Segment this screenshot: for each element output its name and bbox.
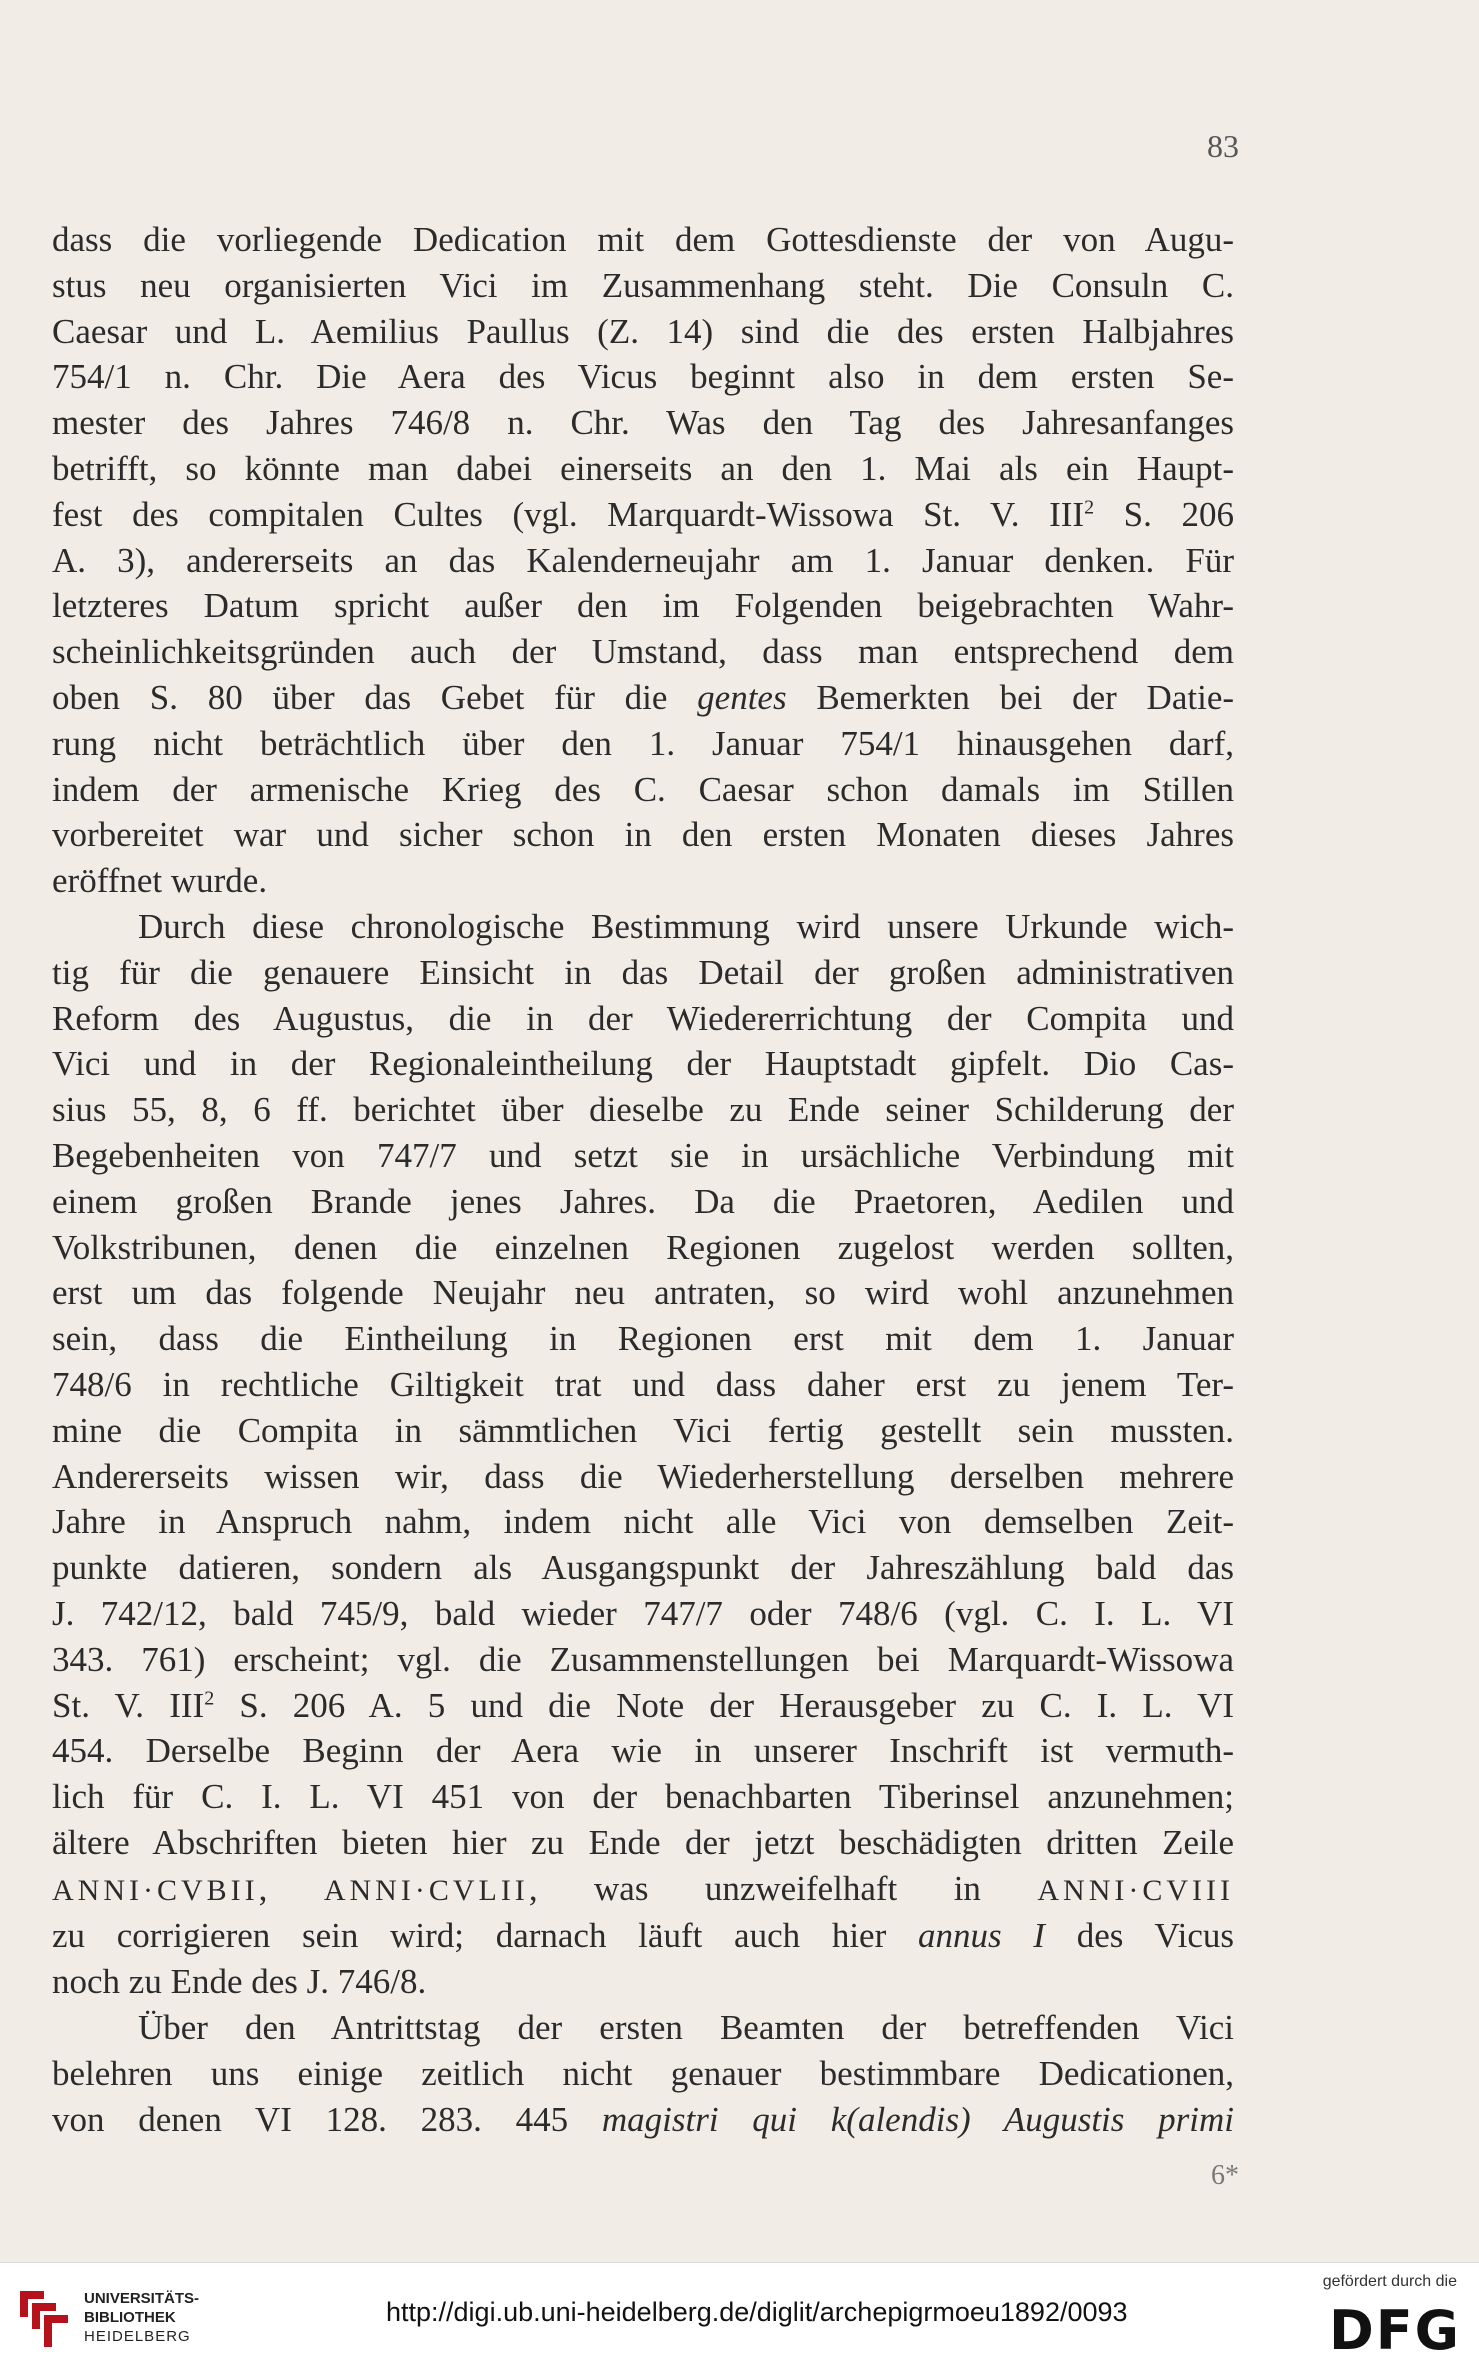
text-segment: erst um das folgende Neujahr neu antraten, so wird wohl anzunehmen	[52, 1273, 1234, 1313]
text-line	[52, 1683, 1234, 1729]
text-segment: tig für die genauere Einsicht in das Detail der großen administrativen	[52, 952, 1234, 992]
text-segment: stus neu organisierten Vici im Zusammenhang steht. Die Consuln C.	[52, 265, 1234, 305]
text-line	[52, 950, 1234, 996]
text-line	[52, 1362, 1234, 1408]
text-line	[52, 1041, 1234, 1087]
text-segment: Volkstribunen, denen die einzelnen Regionen zugelost werden sollten,	[52, 1227, 1234, 1267]
text-segment: letzteres Datum spricht außer den im Folgenden beigebrachten Wahr-	[52, 586, 1234, 626]
text-segment: mine die Compita in sämmtlichen Vici fertig gestellt sein mussten.	[52, 1410, 1234, 1450]
superscript: 2	[204, 1686, 215, 1709]
text-segment: 748/6 in rechtliche Giltigkeit trat und dass daher erst zu jenem Ter-	[52, 1364, 1234, 1404]
text-segment: 754/1 n. Chr. Die Aera des Vicus beginnt also in dem ersten Se-	[52, 357, 1234, 397]
text-segment: scheinlichkeitsgründen auch der Umstand, dass man entsprechend dem	[52, 632, 1234, 672]
text-segment: S. 206 A. 5 und die Note der Herausgeber zu C. I. L. VI	[214, 1685, 1234, 1725]
text-segment: oben S. 80 über das Gebet für die	[52, 677, 698, 717]
text-line	[52, 2097, 1234, 2143]
text-segment: St. V. III	[52, 1685, 205, 1725]
text-line	[52, 904, 1234, 950]
text-segment: Reform des Augustus, die in der Wiedererrichtung der Compita und	[52, 998, 1234, 1038]
text-line	[52, 1454, 1234, 1500]
text-segment: von denen VI 128. 283. 445	[52, 2099, 602, 2139]
text-line	[52, 1728, 1234, 1774]
text-line	[52, 538, 1234, 584]
text-segment: Begebenheiten von 747/7 und setzt sie in ursächliche Verbindung mit	[52, 1135, 1234, 1175]
text-segment: belehren uns einige zeitlich nicht genauer bestimmbare Dedicationen,	[52, 2053, 1234, 2093]
text-line	[52, 996, 1234, 1042]
text-line	[52, 1591, 1234, 1637]
text-line	[52, 1087, 1234, 1133]
italic-text: gentes	[697, 677, 787, 717]
text-line	[52, 1408, 1234, 1454]
text-segment: Durch diese chronologische Bestimmung wird unsere Urkunde wich-	[138, 906, 1234, 946]
text-segment: des Vicus	[1044, 1916, 1234, 1956]
text-segment: eröffnet wurde.	[52, 861, 268, 901]
sheet-signature: 6*	[1211, 2160, 1239, 2191]
text-segment: fest des compitalen Cultes (vgl. Marquardt-Wissowa St. V. III	[52, 494, 1085, 534]
text-line	[52, 1499, 1234, 1545]
text-line	[52, 629, 1234, 675]
text-line	[52, 492, 1234, 538]
ub-heidelberg-logo-icon	[14, 2287, 70, 2351]
text-segment: Jahre in Anspruch nahm, indem nicht alle Vici von demselben Zeit-	[52, 1502, 1234, 1542]
text-segment: einem großen Brande jenes Jahres. Da die Praetoren, Aedilen und	[52, 1181, 1234, 1221]
text-segment: , was unzweifelhaft in	[528, 1868, 1038, 1908]
text-segment: 343. 761) erscheint; vgl. die Zusammenstellungen bei Marquardt-Wissowa	[52, 1639, 1234, 1679]
text-line	[52, 1133, 1234, 1179]
text-line	[52, 583, 1234, 629]
italic-text: annus I	[917, 1916, 1045, 1956]
text-line	[52, 721, 1234, 767]
text-line	[52, 446, 1234, 492]
text-segment: A. 3), andererseits an das Kalenderneujahr am 1. Januar denken. Für	[52, 540, 1234, 580]
text-line	[52, 309, 1234, 355]
text-line	[52, 2005, 1234, 2051]
text-segment: mester des Jahres 746/8 n. Chr. Was den Tag des Jahresanfanges	[52, 403, 1234, 443]
text-line	[52, 1270, 1234, 1316]
text-segment: sius 55, 8, 6 ff. berichtet über dieselbe zu Ende seiner Schilderung der	[52, 1090, 1234, 1130]
text-line	[52, 1866, 1234, 1914]
text-line	[52, 812, 1234, 858]
permalink-url[interactable]: http://digi.ub.uni-heidelberg.de/diglit/archepigrmoeu1892/0093	[386, 2297, 1128, 2327]
text-line	[52, 858, 1234, 904]
text-segment: indem der armenische Krieg des C. Caesar schon damals im Stillen	[52, 769, 1234, 809]
text-segment: ältere Abschriften bieten hier zu Ende der jetzt beschädigten dritten Zeile	[52, 1822, 1234, 1862]
page-number: 83	[1207, 128, 1239, 164]
text-segment: Über den Antrittstag der ersten Beamten der betreffenden Vici	[138, 2008, 1234, 2048]
text-segment: Caesar und L. Aemilius Paullus (Z. 14) sind die des ersten Halbjahres	[52, 311, 1234, 351]
text-line	[52, 1545, 1234, 1591]
text-segment: J. 742/12, bald 745/9, bald wieder 747/7 oder 748/6 (vgl. C. I. L. VI	[52, 1593, 1234, 1633]
text-segment: Vici und in der Regionaleintheilung der Hauptstadt gipfelt. Dio Cas-	[52, 1044, 1234, 1084]
text-line	[52, 217, 1234, 263]
text-segment: lich für C. I. L. VI 451 von der benachbarten Tiberinsel anzunehmen;	[52, 1777, 1234, 1817]
text-segment: S. 206	[1094, 494, 1234, 534]
text-line	[52, 1179, 1234, 1225]
text-line	[52, 1225, 1234, 1271]
italic-text: magistri qui k(alendis) Augustis primi	[601, 2099, 1234, 2139]
text-line	[52, 1637, 1234, 1683]
text-segment: noch zu Ende des J. 746/8.	[52, 1962, 427, 2002]
body-text	[52, 217, 1234, 2142]
text-segment: zu corrigieren sein wird; darnach läuft auch hier	[52, 1916, 918, 1956]
library-name	[84, 2289, 199, 2346]
text-line	[52, 263, 1234, 309]
footer-bar	[0, 2262, 1479, 2367]
dfg-logo: DFG	[1328, 2299, 1461, 2362]
inscription-text: ANNI·CVIII	[1037, 1873, 1235, 1907]
text-segment: ,	[258, 1868, 324, 1908]
text-line	[52, 1820, 1234, 1866]
inscription-text: ANNI·CVLII	[323, 1873, 529, 1907]
text-segment: rung nicht beträchtlich über den 1. Januar 754/1 hinausgehen darf,	[52, 723, 1234, 763]
text-line	[52, 767, 1234, 813]
text-segment: Andererseits wissen wir, dass die Wiederherstellung derselben mehrere	[52, 1456, 1234, 1496]
library-line-3: HEIDELBERG	[84, 2328, 191, 2345]
funded-by-label: gefördert durch die	[1322, 2273, 1457, 2290]
library-line-1: UNIVERSITÄTS-	[84, 2290, 200, 2307]
text-line	[52, 1913, 1234, 1959]
text-segment: Bemerkten bei der Datie-	[786, 677, 1235, 717]
inscription-text: ANNI·CVBII	[52, 1873, 259, 1907]
text-line	[52, 1774, 1234, 1820]
text-segment: vorbereitet war und sicher schon in den ersten Monaten dieses Jahres	[52, 815, 1234, 855]
text-line	[52, 1959, 1234, 2005]
text-line	[52, 400, 1234, 446]
text-line	[52, 675, 1234, 721]
library-line-2: BIBLIOTHEK	[84, 2309, 176, 2326]
text-segment: dass die vorliegende Dedication mit dem Gottesdienste der von Augu-	[52, 220, 1234, 259]
text-segment: punkte datieren, sondern als Ausgangspunkt der Jahreszählung bald das	[52, 1548, 1234, 1588]
text-segment: sein, dass die Eintheilung in Regionen erst mit dem 1. Januar	[52, 1319, 1234, 1359]
text-line	[52, 354, 1234, 400]
text-line	[52, 1316, 1234, 1362]
text-line	[52, 2051, 1234, 2097]
text-segment: betrifft, so könnte man dabei einerseits an den 1. Mai als ein Haupt-	[52, 448, 1234, 488]
text-segment: 454. Derselbe Beginn der Aera wie in unserer Inschrift ist vermuth-	[52, 1731, 1234, 1771]
superscript: 2	[1084, 496, 1095, 519]
